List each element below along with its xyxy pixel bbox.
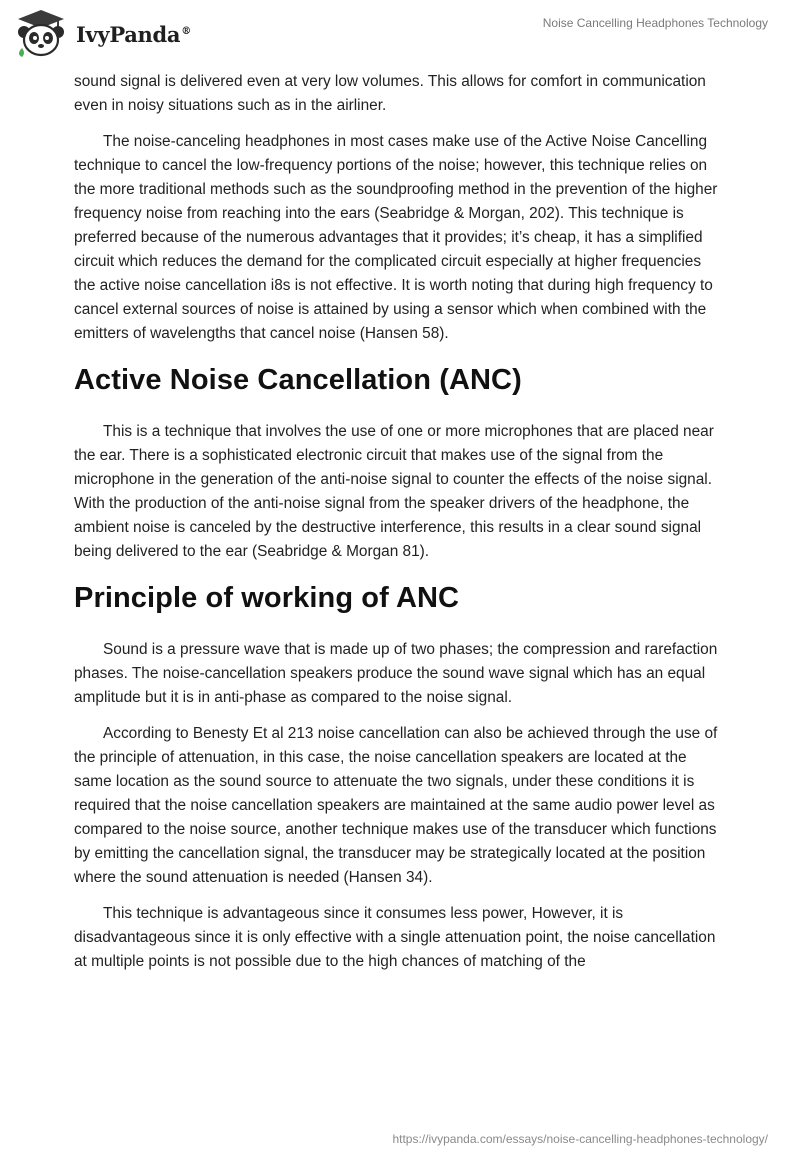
paragraph: This is a technique that involves the use of one or more microphones that are placed near the ear. There is a sophisticated electronic circuit that makes use of the signal from the microphone in the generation of the anti-noise signal to counter the effects of the noise signal. With the production of the anti-noise signal from the speaker drivers of the headphone, the ambient noise is canceled by the destructive interference, this results in a clear sound signal being delivered to the ear (Seabridge & Morgan 81).	[74, 423, 714, 560]
paragraph: sound signal is delivered even at very low volumes. This allows for comfort in communication even in noisy situations such as in the airliner.	[74, 73, 706, 114]
registered-mark: ®	[181, 25, 191, 37]
paragraph: The noise-canceling headphones in most cases make use of the Active Noise Cancelling technique to cancel the low-frequency portions of the noise; however, this technique relies on the more traditional methods such as the soundproofing method in the prevention of the higher frequency noise from reaching into the ears (Seabridge & Morgan, 202). This technique is preferred because of the numerous advantages that it provides; it’s cheap, it has a simplified circuit which reduces the demand for the complicated circuit especially at higher frequencies the active noise cancellation i8s is not effective. It is worth noting that during high frequency to cancel external sources of noise is attained by using a sensor which when combined with the emitters of wavelengths that cancel noise (Hansen 58).	[74, 133, 718, 342]
panda-logo-icon	[14, 8, 68, 58]
brand-name: IvyPanda®	[76, 21, 191, 47]
paragraph: According to Benesty Et al 213 noise cancellation can also be achieved through the use of the principle of attenuation, in this case, the noise cancellation speakers are located at the same location as the sound source to attenuate the two signals, under these conditions it is required that the noise cancellation speakers are maintained at the same audio power level as compared to the noise source, another technique makes use of the transducer which functions by emitting the cancellation signal, the transducer may be strategically located at the position where the sound attenuation is needed (Hansen 34).	[74, 725, 718, 886]
page-header	[0, 0, 800, 70]
brand-logo[interactable]	[14, 8, 191, 58]
paragraph: Sound is a pressure wave that is made up of two phases; the compression and rarefaction phases. The noise-cancellation speakers produce the sound wave signal which has an equal amplitude but it is in anti-phase as compared to the noise signal.	[74, 641, 718, 706]
source-url[interactable]: https://ivypanda.com/essays/noise-cancelling-headphones-technology/	[392, 1132, 768, 1146]
section-heading: Active Noise Cancellation (ANC)	[74, 364, 522, 396]
section-heading: Principle of working of ANC	[74, 582, 460, 614]
document-title: Noise Cancelling Headphones Technology	[542, 16, 768, 30]
essay-body	[74, 70, 726, 986]
paragraph: This technique is advantageous since it consumes less power, However, it is disadvantageous since it is only effective with a single attenuation point, the noise cancellation at multiple points is not possible due to the high chances of matching of the	[74, 905, 716, 970]
